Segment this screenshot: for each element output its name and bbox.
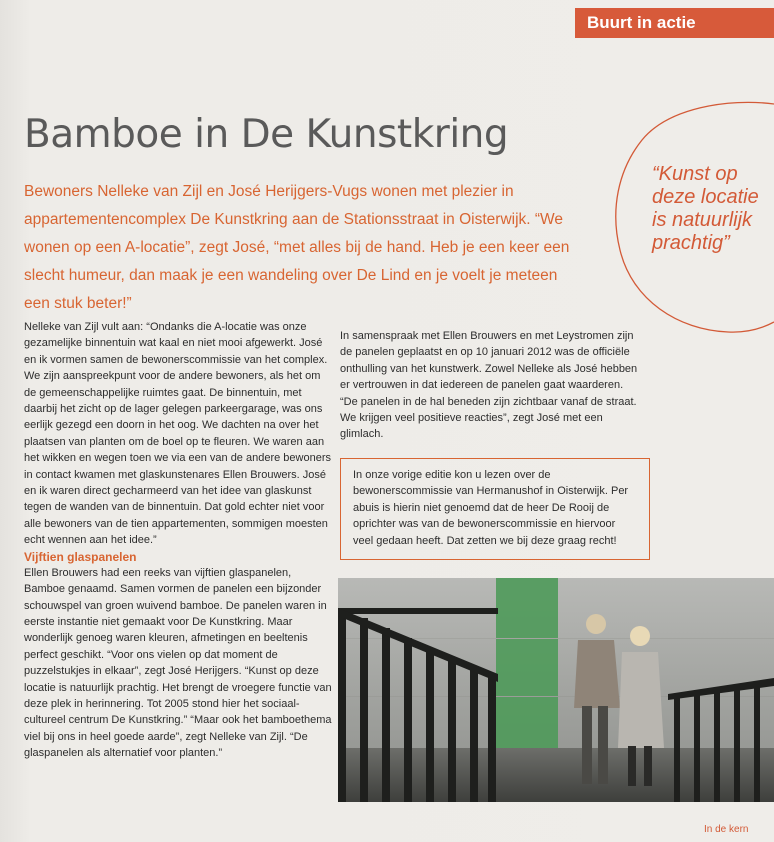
article-column-right [340, 328, 640, 443]
body-paragraph: Ellen Brouwers had een reeks van vijftien glaspanelen, Bamboe genaamd. Samen vormen de panelen een bijzonder schouwspel van groen wuivend bamboe. De panelen waren in eerste instantie niet gemaakt voor De Kunstkring. Maar wonderlijk genoeg waren kleuren, afmetingen en beeltenis perfect geschikt. “Voor ons vielen op dat moment de puzzelstukjes in elkaar”, zegt José Herijgers. “Kunst op deze locatie is natuurlijk prachtig. Het brengt de vroegere functie van deze plek in herinnering. Tot 2005 stond hier het sociaal-cultureel centrum De Kunstkring.” “Maar ook het bamboethema viel bij ons in heel goede aarde”, zegt Nelleke van Zijl. “De glaspanelen als alternatief voor planten.” [24, 566, 332, 760]
correction-notice: In onze vorige editie kon u lezen over de bewonerscommissie van Hermanushof in Oisterwijk. Per abuis is hierin niet genoemd dat de heer De Rooij de oprichter was van de bewonerscommissie en hiervoor veel gedaan heeft. Dat zetten we bij deze graag recht! [340, 458, 650, 560]
glass-panel [496, 578, 558, 748]
article-intro: Bewoners Nelleke van Zijl en José Herijgers-Vugs wonen met plezier in appartementencomplex De Kunstkring aan de Stationsstraat in Oisterwijk. “We wonen op een A-locatie”, zegt José, “met alles bij de hand. Heb je een keer een slecht humeur, dan maak je een wandeling over De Lind en je voelt je meteen een stuk beter!” [24, 183, 570, 312]
section-tag: Buurt in actie [575, 8, 774, 38]
footer-section-label: In de kern [704, 824, 749, 835]
pull-quote: “Kunst op deze locatie is natuurlijk prachtig” [652, 163, 759, 254]
subheading: Vijftien glaspanelen [24, 549, 137, 564]
body-paragraph: Nelleke van Zijl vult aan: “Ondanks die A-locatie was onze gezamelijke binnentuin wat kaal en niet mooi afgewerkt. José en ik vormen samen de bewonerscommissie van het complex. We zijn aanspreekpunt voor de andere bewoners, als het om de gemeenschappelijke ruimtes gaat. De binnentuin, met daarbij het zicht op de lager gelegen parkeergarage, was ons eerlijk gezegd een doorn in het oog. We dachten na over het plaatsen van planten om de boel op te fleuren. We waren aan het wikken en wegen toen we via een van de andere bewoners in contact kwamen met glaskunstenares Ellen Brouwers. José en ik waren direct gecharmeerd van het idee van glaskunst tegen de wanden van de binnentuin. Dat gold echter niet voor alle bewoners van de tien appartementen, sommigen moesten echt wennen aan het idee.” [24, 321, 331, 547]
body-paragraph: In samenspraak met Ellen Brouwers en met Leystromen zijn de panelen geplaatst en op 10 januari 2012 was de officiële onthulling van het kunstwerk. Zowel Nelleke als José hebben er vertrouwen in dat iedereen de panelen gaat waarderen. “De panelen in de hal beneden zijn zichtbaar vanaf de straat. We krijgen veel positieve reacties”, zegt José met een glimlach. [340, 330, 638, 441]
article-photo [338, 578, 774, 802]
article-headline: Bamboe in De Kunstkring [24, 112, 509, 157]
photo-illustration [338, 578, 774, 802]
article-column-left [24, 319, 334, 762]
